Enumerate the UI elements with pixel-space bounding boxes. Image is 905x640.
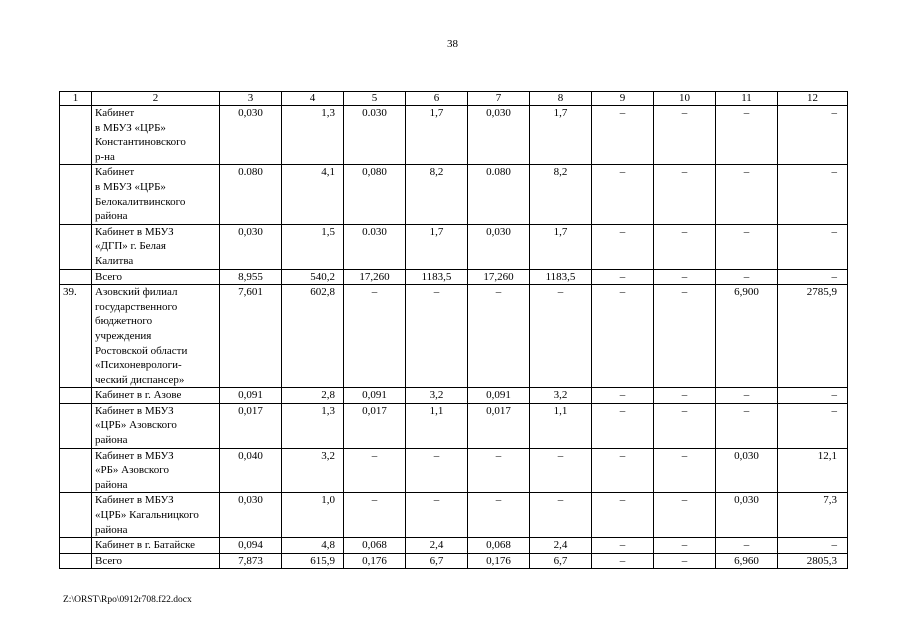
value-cell: 2,8: [282, 388, 344, 404]
value-cell: 6,7: [530, 553, 592, 569]
column-header: 11: [716, 92, 778, 106]
table-row: [60, 106, 848, 165]
value-cell: 0.080: [220, 165, 282, 224]
value-cell: 7,601: [220, 285, 282, 388]
row-number-cell: [60, 106, 92, 165]
value-cell: 1,7: [406, 224, 468, 269]
value-cell: –: [406, 448, 468, 493]
column-header: 1: [60, 92, 92, 106]
value-cell: –: [468, 285, 530, 388]
page-number: 38: [447, 38, 458, 50]
data-table: [59, 91, 848, 569]
column-header: 2: [92, 92, 220, 106]
value-cell: 0,017: [344, 403, 406, 448]
value-cell: –: [468, 448, 530, 493]
row-name-cell: Всего: [92, 553, 220, 569]
value-cell: 0,017: [468, 403, 530, 448]
value-cell: –: [778, 403, 848, 448]
value-cell: 17,260: [344, 269, 406, 285]
value-cell: –: [778, 388, 848, 404]
value-cell: –: [406, 285, 468, 388]
row-name-cell: Всего: [92, 269, 220, 285]
value-cell: –: [654, 285, 716, 388]
value-cell: –: [530, 448, 592, 493]
value-cell: 4,8: [282, 538, 344, 554]
value-cell: 0,091: [468, 388, 530, 404]
column-header: 6: [406, 92, 468, 106]
value-cell: –: [654, 538, 716, 554]
value-cell: 3,2: [406, 388, 468, 404]
value-cell: 0,030: [220, 493, 282, 538]
table-row: [60, 285, 848, 388]
value-cell: –: [778, 538, 848, 554]
value-cell: –: [716, 403, 778, 448]
value-cell: 0,176: [468, 553, 530, 569]
value-cell: –: [654, 388, 716, 404]
table-row: [60, 224, 848, 269]
value-cell: –: [716, 269, 778, 285]
table-row: [60, 165, 848, 224]
row-number-cell: [60, 403, 92, 448]
value-cell: 0,030: [220, 224, 282, 269]
value-cell: 6,7: [406, 553, 468, 569]
row-number-cell: 39.: [60, 285, 92, 388]
value-cell: –: [654, 165, 716, 224]
value-cell: –: [778, 165, 848, 224]
row-number-cell: [60, 493, 92, 538]
value-cell: –: [716, 388, 778, 404]
value-cell: –: [592, 448, 654, 493]
value-cell: –: [530, 493, 592, 538]
row-name-cell: Кабинет в МБУЗ «ЦРБ» Кагальницкого района: [92, 493, 220, 538]
value-cell: –: [592, 403, 654, 448]
table-row: [60, 493, 848, 538]
value-cell: –: [344, 448, 406, 493]
value-cell: 1,7: [406, 106, 468, 165]
value-cell: 0.030: [344, 224, 406, 269]
column-header: 12: [778, 92, 848, 106]
value-cell: –: [716, 165, 778, 224]
table-row: [60, 538, 848, 554]
value-cell: –: [654, 269, 716, 285]
value-cell: 1,7: [530, 224, 592, 269]
table-row: [60, 448, 848, 493]
column-header: 7: [468, 92, 530, 106]
value-cell: –: [654, 403, 716, 448]
value-cell: 17,260: [468, 269, 530, 285]
value-cell: –: [592, 224, 654, 269]
value-cell: –: [778, 269, 848, 285]
value-cell: 7,3: [778, 493, 848, 538]
value-cell: 4,1: [282, 165, 344, 224]
row-number-cell: [60, 269, 92, 285]
row-name-cell: Азовский филиал государственного бюджетного учреждения Ростовской области «Психоневрологи- ческий диспансер»: [92, 285, 220, 388]
value-cell: 7,873: [220, 553, 282, 569]
value-cell: –: [654, 448, 716, 493]
row-name-cell: Кабинет в МБУЗ «ЦРБ» Константиновского р-на: [92, 106, 220, 165]
row-number-cell: [60, 538, 92, 554]
value-cell: 0,017: [220, 403, 282, 448]
column-header: 5: [344, 92, 406, 106]
footer-file-path: Z:\ORST\Rpo\0912r708.f22.docx: [63, 595, 192, 605]
value-cell: –: [468, 493, 530, 538]
value-cell: –: [592, 538, 654, 554]
table-body: [60, 106, 848, 569]
value-cell: –: [592, 493, 654, 538]
value-cell: 0,080: [344, 165, 406, 224]
value-cell: –: [592, 388, 654, 404]
value-cell: 8,2: [530, 165, 592, 224]
row-name-cell: Кабинет в МБУЗ «ДГП» г. Белая Калитва: [92, 224, 220, 269]
value-cell: 3,2: [530, 388, 592, 404]
row-number-cell: [60, 448, 92, 493]
table-row: [60, 388, 848, 404]
table-row: [60, 553, 848, 569]
value-cell: 0,091: [344, 388, 406, 404]
table-row: [60, 269, 848, 285]
value-cell: 1183,5: [406, 269, 468, 285]
row-number-cell: [60, 165, 92, 224]
value-cell: 0,030: [716, 493, 778, 538]
value-cell: –: [592, 285, 654, 388]
value-cell: 8,2: [406, 165, 468, 224]
value-cell: 1,3: [282, 106, 344, 165]
row-number-cell: [60, 224, 92, 269]
value-cell: –: [654, 106, 716, 165]
row-name-cell: Кабинет в МБУЗ «ЦРБ» Азовского района: [92, 403, 220, 448]
value-cell: 2,4: [530, 538, 592, 554]
value-cell: 0.080: [468, 165, 530, 224]
value-cell: 2805,3: [778, 553, 848, 569]
value-cell: 0,094: [220, 538, 282, 554]
value-cell: –: [716, 106, 778, 165]
value-cell: –: [592, 165, 654, 224]
row-number-cell: [60, 553, 92, 569]
value-cell: –: [592, 106, 654, 165]
row-name-cell: Кабинет в г. Батайске: [92, 538, 220, 554]
value-cell: 1183,5: [530, 269, 592, 285]
row-name-cell: Кабинет в г. Азове: [92, 388, 220, 404]
value-cell: –: [592, 269, 654, 285]
value-cell: 1,7: [530, 106, 592, 165]
value-cell: 0,040: [220, 448, 282, 493]
column-header: 10: [654, 92, 716, 106]
column-header: 4: [282, 92, 344, 106]
column-header: 8: [530, 92, 592, 106]
value-cell: 0,030: [468, 224, 530, 269]
value-cell: –: [344, 285, 406, 388]
value-cell: –: [592, 553, 654, 569]
value-cell: 1,5: [282, 224, 344, 269]
value-cell: 0,176: [344, 553, 406, 569]
value-cell: 0.030: [344, 106, 406, 165]
value-cell: 602,8: [282, 285, 344, 388]
row-number-cell: [60, 388, 92, 404]
value-cell: –: [344, 493, 406, 538]
value-cell: 0,030: [468, 106, 530, 165]
value-cell: –: [778, 224, 848, 269]
header-row: [60, 92, 848, 106]
value-cell: –: [716, 538, 778, 554]
value-cell: –: [406, 493, 468, 538]
value-cell: 2,4: [406, 538, 468, 554]
value-cell: –: [778, 106, 848, 165]
value-cell: 1,1: [406, 403, 468, 448]
value-cell: 3,2: [282, 448, 344, 493]
table-row: [60, 403, 848, 448]
value-cell: 12,1: [778, 448, 848, 493]
value-cell: 2785,9: [778, 285, 848, 388]
row-name-cell: Кабинет в МБУЗ «РБ» Азовского района: [92, 448, 220, 493]
value-cell: 0,068: [468, 538, 530, 554]
value-cell: 0,030: [220, 106, 282, 165]
row-name-cell: Кабинет в МБУЗ «ЦРБ» Белокалитвинского района: [92, 165, 220, 224]
value-cell: 8,955: [220, 269, 282, 285]
value-cell: 6,960: [716, 553, 778, 569]
value-cell: –: [654, 553, 716, 569]
column-header: 9: [592, 92, 654, 106]
value-cell: 1,0: [282, 493, 344, 538]
value-cell: –: [654, 224, 716, 269]
value-cell: 6,900: [716, 285, 778, 388]
value-cell: 0,068: [344, 538, 406, 554]
value-cell: 540,2: [282, 269, 344, 285]
value-cell: –: [716, 224, 778, 269]
column-header: 3: [220, 92, 282, 106]
value-cell: –: [530, 285, 592, 388]
value-cell: 615,9: [282, 553, 344, 569]
value-cell: 0,091: [220, 388, 282, 404]
value-cell: 0,030: [716, 448, 778, 493]
value-cell: –: [654, 493, 716, 538]
value-cell: 1,3: [282, 403, 344, 448]
value-cell: 1,1: [530, 403, 592, 448]
